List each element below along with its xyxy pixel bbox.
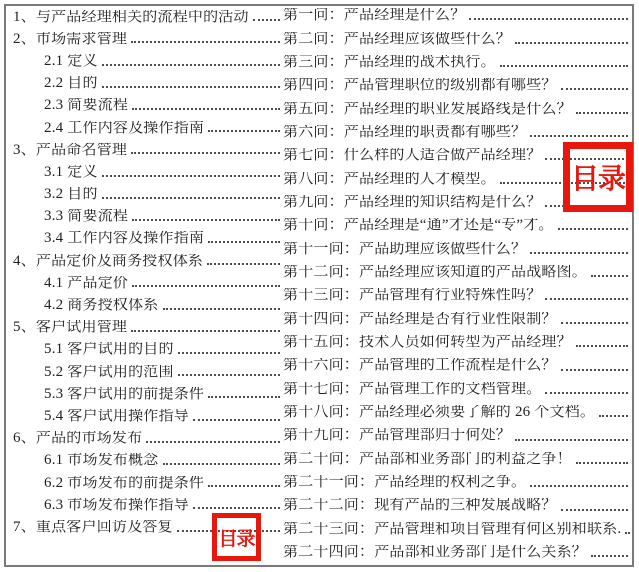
toc-entry-label: 第十九问：产品管理部归于何处？ <box>283 428 512 444</box>
toc-entry-label: 2.1 定义 <box>44 53 98 69</box>
toc-entry-label: 第十七问：产品管理工作的文档管理。 <box>283 381 542 397</box>
toc-entry[interactable] <box>13 228 282 250</box>
toc-entry-label: 6、产品的市场发布 <box>13 431 143 447</box>
dotted-leader <box>545 392 628 394</box>
toc-entry-label: 7、重点客户回访及答复 <box>13 519 173 535</box>
toc-entry[interactable] <box>13 405 282 427</box>
toc-entry-label: 5.3 客户试用的前提条件 <box>44 386 205 402</box>
toc-entry-label: 第九问：产品经理的知识结构是什么？ <box>283 194 542 210</box>
toc-entry-label: 第十五问：技术人员如何转型为产品经理？ <box>283 334 572 350</box>
toc-entry-label: 第十六问：产品管理的工作流程是什么？ <box>283 358 557 374</box>
toc-entry[interactable] <box>283 541 630 564</box>
toc-entry[interactable] <box>283 494 630 517</box>
toc-entry[interactable] <box>283 214 630 237</box>
toc-entry[interactable] <box>13 361 282 383</box>
toc-entry-label: 2.3 简要流程 <box>44 98 129 114</box>
dotted-leader <box>131 41 280 43</box>
dotted-leader <box>132 108 280 110</box>
toc-entry-label: 第四问：产品管理职位的级别都有哪些？ <box>283 78 557 94</box>
toc-entry-label: 第二十三问：产品管理和项目管理有何区别和联系. <box>283 521 622 537</box>
toc-entry-label: 第二十四问：产品部和业务部门是什么关系？ <box>283 545 588 561</box>
toc-entry[interactable] <box>283 518 630 541</box>
dotted-leader <box>208 485 280 487</box>
toc-entry[interactable] <box>283 51 630 74</box>
dotted-leader <box>102 64 280 66</box>
dotted-leader <box>561 322 628 324</box>
toc-entry-label: 第十一问：产品助理应该做些什么？ <box>283 241 527 257</box>
toc-entry[interactable] <box>283 261 630 284</box>
dotted-leader <box>131 330 280 332</box>
toc-entry[interactable] <box>13 250 282 272</box>
toc-entry[interactable] <box>283 4 630 27</box>
toc-entry[interactable] <box>13 95 282 117</box>
dotted-leader <box>208 130 280 132</box>
toc-stamp-large <box>563 142 633 212</box>
toc-entry[interactable] <box>283 471 630 494</box>
dotted-leader <box>132 219 280 221</box>
toc-left-column <box>13 6 282 539</box>
dotted-leader <box>515 42 628 44</box>
toc-entry-label: 第二问：产品经理应该做些什么？ <box>283 31 512 47</box>
toc-entry[interactable] <box>283 97 630 120</box>
toc-entry-label: 第十二问：产品经理应该知道的产品战略图。 <box>283 264 588 280</box>
dotted-leader <box>208 396 280 398</box>
toc-entry[interactable] <box>13 428 282 450</box>
toc-entry[interactable] <box>13 272 282 294</box>
toc-entry-label: 2、市场需求管理 <box>13 31 128 47</box>
toc-entry[interactable] <box>283 401 630 424</box>
dotted-leader <box>599 415 628 417</box>
toc-entry[interactable] <box>13 139 282 161</box>
toc-entry-label: 5、客户试用管理 <box>13 320 128 336</box>
dotted-leader <box>576 112 628 114</box>
toc-entry-label: 第十三问：产品管理有行业特殊性吗？ <box>283 288 542 304</box>
toc-entry[interactable] <box>283 27 630 50</box>
toc-entry[interactable] <box>283 448 630 471</box>
toc-entry-label: 6.2 市场发布的前提条件 <box>44 475 205 491</box>
dotted-leader <box>558 228 628 230</box>
toc-entry-label: 第一问：产品经理是什么？ <box>283 8 466 24</box>
toc-entry-label: 第二十二问：现有产品的三种发展战略？ <box>283 498 557 514</box>
dotted-leader <box>530 252 628 254</box>
toc-entry[interactable] <box>13 472 282 494</box>
dotted-leader <box>132 285 280 287</box>
toc-entry-label: 第十四问：产品经理是否有行业性限制？ <box>283 311 557 327</box>
dotted-leader <box>163 308 280 310</box>
toc-entry-label: 第三问：产品经理的战术执行。 <box>283 54 496 70</box>
dotted-leader <box>178 374 280 376</box>
dotted-leader <box>193 507 280 509</box>
dotted-leader <box>102 197 280 199</box>
toc-entry[interactable] <box>13 161 282 183</box>
toc-entry[interactable] <box>283 378 630 401</box>
toc-entry[interactable] <box>13 294 282 316</box>
toc-entry[interactable] <box>283 354 630 377</box>
dotted-leader <box>500 65 628 67</box>
dotted-leader <box>576 345 628 347</box>
dotted-leader <box>545 298 628 300</box>
toc-entry-label: 6.3 市场发布操作指导 <box>44 497 189 513</box>
dotted-leader <box>131 152 280 154</box>
toc-entry[interactable] <box>13 184 282 206</box>
toc-entry-label: 第十八问：产品经理必须要了解的 26 个文档。 <box>283 405 596 421</box>
toc-entry-label: 3、产品命名管理 <box>13 142 128 158</box>
dotted-leader <box>591 555 628 557</box>
dotted-leader <box>469 18 628 20</box>
dotted-leader <box>207 263 280 265</box>
dotted-leader <box>515 439 628 441</box>
dotted-leader <box>561 369 628 371</box>
toc-entry-label: 3.2 目的 <box>44 187 98 203</box>
toc-entry-label: 1、与产品经理相关的流程中的活动 <box>13 9 249 25</box>
toc-entry-label: 第七问：什么样的人适合做产品经理？ <box>283 148 542 164</box>
toc-entry[interactable] <box>283 74 630 97</box>
toc-entry[interactable] <box>283 237 630 260</box>
toc-stamp-small <box>212 513 261 561</box>
toc-entry[interactable] <box>13 206 282 228</box>
toc-right-column <box>283 4 630 564</box>
toc-entry-label: 5.2 客户试用的范围 <box>44 364 174 380</box>
toc-entry-label: 6.1 市场发布概念 <box>44 453 159 469</box>
toc-entry[interactable] <box>283 284 630 307</box>
toc-entry-label: 4、产品定价及商务授权体系 <box>13 253 204 269</box>
toc-entry[interactable] <box>283 331 630 354</box>
toc-entry[interactable] <box>13 28 282 50</box>
toc-entry-label: 第五问：产品经理的职业发展路线是什么？ <box>283 101 572 117</box>
toc-stamp-label: 目录 <box>570 164 625 195</box>
dotted-leader <box>193 419 280 421</box>
toc-stamp-label: 目录 <box>218 528 255 550</box>
dotted-leader <box>253 19 280 21</box>
toc-entry[interactable] <box>13 339 282 361</box>
dotted-leader <box>561 509 628 511</box>
toc-entry[interactable] <box>13 317 282 339</box>
dotted-leader <box>530 485 628 487</box>
toc-entry[interactable] <box>283 307 630 330</box>
dotted-leader <box>208 241 280 243</box>
dotted-leader <box>591 275 628 277</box>
toc-entry-label: 第二十一问：产品经理的权利之争。 <box>283 475 527 491</box>
toc-entry-label: 2.4 工作内容及操作指南 <box>44 120 205 136</box>
toc-entry-label: 第十问：产品经理是“通”才还是“专”才。 <box>283 218 554 234</box>
dotted-leader <box>561 88 628 90</box>
dotted-leader <box>146 441 280 443</box>
toc-entry[interactable] <box>13 50 282 72</box>
toc-entry-label: 5.4 客户试用操作指导 <box>44 408 189 424</box>
toc-entry-label: 2.2 目的 <box>44 76 98 92</box>
dotted-leader <box>102 175 280 177</box>
dotted-leader <box>178 352 280 354</box>
toc-entry-label: 第二十问：产品部和业务部门的利益之争！ <box>283 451 572 467</box>
toc-entry-label: 4.1 产品定价 <box>44 275 129 291</box>
dotted-leader <box>530 135 628 137</box>
toc-entry-label: 3.1 定义 <box>44 164 98 180</box>
toc-entry-label: 3.4 工作内容及操作指南 <box>44 231 205 247</box>
toc-entry-label: 第八问：产品经理的人才模型。 <box>283 171 496 187</box>
toc-entry[interactable] <box>13 450 282 472</box>
dotted-leader <box>625 532 628 534</box>
dotted-leader <box>102 86 280 88</box>
toc-entry[interactable] <box>13 6 282 28</box>
toc-entry[interactable] <box>283 121 630 144</box>
toc-entry[interactable] <box>13 117 282 139</box>
toc-entry-label: 5.1 客户试用的目的 <box>44 342 174 358</box>
toc-entry-label: 3.3 简要流程 <box>44 209 129 225</box>
toc-entry[interactable] <box>13 73 282 95</box>
dotted-leader <box>163 463 280 465</box>
toc-entry-label: 第六问：产品经理的职责都有哪些？ <box>283 124 527 140</box>
dotted-leader <box>576 462 628 464</box>
toc-entry-label: 4.2 商务授权体系 <box>44 298 159 314</box>
toc-entry[interactable] <box>13 383 282 405</box>
toc-entry[interactable] <box>283 424 630 447</box>
